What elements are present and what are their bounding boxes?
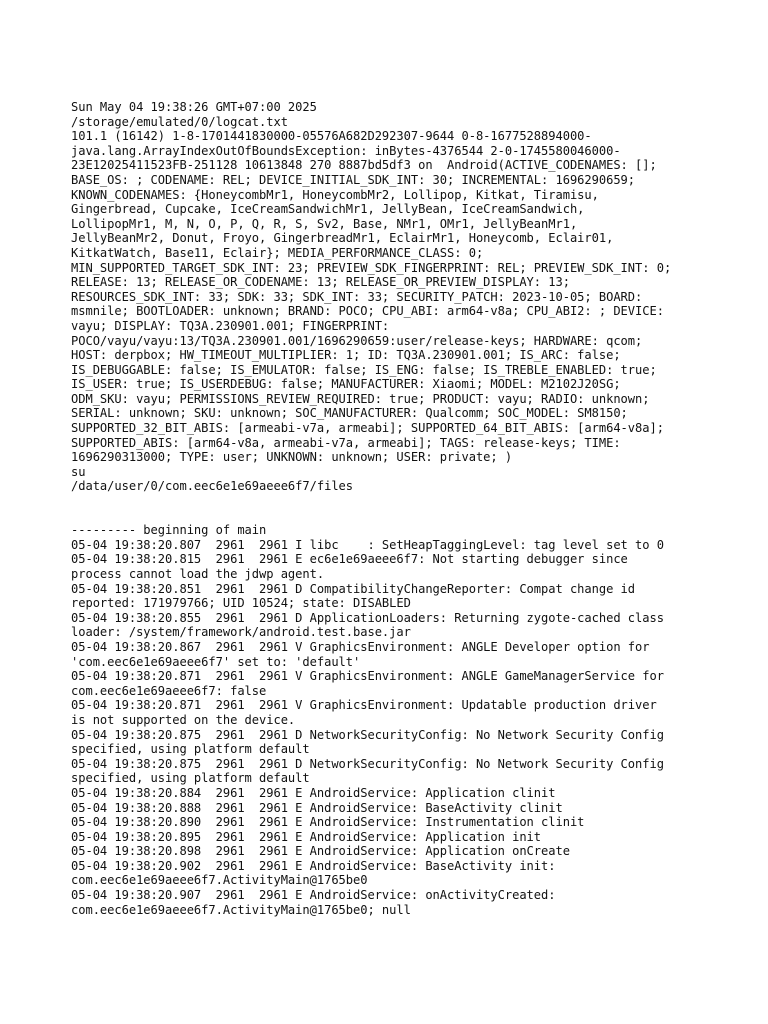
log-line: 05-04 19:38:20.888 2961 2961 E AndroidService: BaseActivity clinit	[71, 800, 563, 815]
log-line: com.eec6e1e69aeee6f7.ActivityMain@1765be0; null	[71, 902, 411, 917]
logcat-document	[71, 100, 731, 917]
section-header: --------- beginning of main	[71, 523, 267, 538]
log-line: 05-04 19:38:20.855 2961 2961 D ApplicationLoaders: Returning zygote-cached class	[71, 610, 664, 625]
build-info-line: 101.1 (16142) 1-8-1701441830000-05576A682D292307-9644 0-8-1677528894000-	[71, 129, 592, 144]
build-info-line: IS_USER: true; IS_USERDEBUG: false; MANUFACTURER: Xiaomi; MODEL: M2102J20SG;	[71, 377, 621, 392]
build-info-line: java.lang.ArrayIndexOutOfBoundsException: inBytes-4376544 2-0-1745580046000-	[71, 143, 621, 158]
build-info-line: RESOURCES_SDK_INT: 33; SDK: 33; SDK_INT: 33; SECURITY_PATCH: 2023-10-05; BOARD:	[71, 289, 643, 304]
build-info-line: POCO/vayu/vayu:13/TQ3A.230901.001/1696290659:user/release-keys; HARDWARE: qcom;	[71, 333, 643, 348]
build-info-line: 1696290313000; TYPE: user; UNKNOWN: unknown; USER: private; )	[71, 450, 513, 465]
build-info-line: 23E12025411523FB-251128 10613848 270 8887bd5df3 on Android(ACTIVE_CODENAMES: [];	[71, 158, 657, 173]
log-line: 05-04 19:38:20.898 2961 2961 E AndroidService: Application onCreate	[71, 844, 570, 859]
log-line: 'com.eec6e1e69aeee6f7' set to: 'default'	[71, 654, 361, 669]
build-info-line: msmnile; BOOTLOADER: unknown; BRAND: POCO; CPU_ABI: arm64-v8a; CPU_ABI2: ; DEVICE:	[71, 304, 664, 319]
log-line: 05-04 19:38:20.815 2961 2961 E ec6e1e69aeee6f7: Not starting debugger since	[71, 552, 628, 567]
build-info-line: vayu; DISPLAY: TQ3A.230901.001; FINGERPRINT:	[71, 318, 390, 333]
build-info-line: JellyBeanMr2, Donut, Froyo, GingerbreadMr1, EclairMr1, Honeycomb, Eclair01,	[71, 231, 614, 246]
log-line: 05-04 19:38:20.875 2961 2961 D NetworkSecurityConfig: No Network Security Config	[71, 727, 664, 742]
log-line: 05-04 19:38:20.851 2961 2961 D CompatibilityChangeReporter: Compat change id	[71, 581, 636, 596]
build-info-line: BASE_OS: ; CODENAME: REL; DEVICE_INITIAL_SDK_INT: 30; INCREMENTAL: 1696290659;	[71, 172, 636, 187]
build-info-line: Gingerbread, Cupcake, IceCreamSandwichMr1, JellyBean, IceCreamSandwich,	[71, 202, 585, 217]
build-info-line: KitkatWatch, Base11, Eclair}; MEDIA_PERFORMANCE_CLASS: 0;	[71, 245, 484, 260]
build-info-line: SUPPORTED_ABIS: [arm64-v8a, armeabi-v7a, armeabi]; TAGS: release-keys; TIME:	[71, 435, 621, 450]
log-timestamp: Sun May 04 19:38:26 GMT+07:00 2025	[71, 100, 317, 114]
log-line: 05-04 19:38:20.871 2961 2961 V GraphicsEnvironment: ANGLE GameManagerService for	[71, 669, 664, 684]
log-line: 05-04 19:38:20.907 2961 2961 E AndroidService: onActivityCreated:	[71, 888, 556, 903]
build-info-line: SUPPORTED_32_BIT_ABIS: [armeabi-v7a, armeabi]; SUPPORTED_64_BIT_ABIS: [arm64-v8a];	[71, 421, 664, 436]
log-line: is not supported on the device.	[71, 712, 296, 727]
blank-gap	[71, 494, 731, 523]
log-line: 05-04 19:38:20.895 2961 2961 E AndroidService: Application init	[71, 829, 542, 844]
build-info-line: RELEASE: 13; RELEASE_OR_CODENAME: 13; RELEASE_OR_PREVIEW_DISPLAY: 13;	[71, 275, 570, 290]
log-line: specified, using platform default	[71, 771, 310, 786]
log-line: 05-04 19:38:20.875 2961 2961 D NetworkSecurityConfig: No Network Security Config	[71, 756, 664, 771]
build-info-line: KNOWN_CODENAMES: {HoneycombMr1, HoneycombMr2, Lollipop, Kitkat, Tiramisu,	[71, 187, 599, 202]
log-line: 05-04 19:38:20.867 2961 2961 V GraphicsEnvironment: ANGLE Developer option for	[71, 639, 650, 654]
build-info-line: HOST: derpbox; HW_TIMEOUT_MULTIPLIER: 1; ID: TQ3A.230901.001; IS_ARC: false;	[71, 348, 621, 363]
files-path: /data/user/0/com.eec6e1e69aeee6f7/files	[71, 479, 354, 494]
log-line: specified, using platform default	[71, 742, 310, 757]
build-info-line: SERIAL: unknown; SKU: unknown; SOC_MANUFACTURER: Qualcomm; SOC_MODEL: SM8150;	[71, 406, 628, 421]
build-info-line: LollipopMr1, M, N, O, P, Q, R, S, Sv2, Base, NMr1, OMr1, JellyBeanMr1,	[71, 216, 578, 231]
su-command: su	[71, 464, 86, 479]
build-info-line: ODM_SKU: vayu; PERMISSIONS_REVIEW_REQUIRED: true; PRODUCT: vayu; RADIO: unknown;	[71, 391, 650, 406]
log-line: process cannot load the jdwp agent.	[71, 567, 325, 581]
log-line: 05-04 19:38:20.884 2961 2961 E AndroidService: Application clinit	[71, 785, 556, 800]
build-info-line: IS_DEBUGGABLE: false; IS_EMULATOR: false; IS_ENG: false; IS_TREBLE_ENABLED: true;	[71, 362, 657, 377]
build-info-block	[71, 129, 731, 465]
log-line: 05-04 19:38:20.890 2961 2961 E AndroidService: Instrumentation clinit	[71, 815, 585, 830]
log-line: 05-04 19:38:20.871 2961 2961 V GraphicsEnvironment: Updatable production driver	[71, 698, 657, 713]
log-lines	[71, 538, 731, 917]
log-line: com.eec6e1e69aeee6f7: false	[71, 683, 267, 698]
build-info-line: MIN_SUPPORTED_TARGET_SDK_INT: 23; PREVIEW_SDK_FINGERPRINT: REL; PREVIEW_SDK_INT: 0;	[71, 260, 672, 275]
log-file-path: /storage/emulated/0/logcat.txt	[71, 114, 288, 129]
log-line: loader: /system/framework/android.test.base.jar	[71, 625, 411, 640]
log-line: 05-04 19:38:20.902 2961 2961 E AndroidService: BaseActivity init:	[71, 858, 556, 873]
log-line: com.eec6e1e69aeee6f7.ActivityMain@1765be0	[71, 873, 368, 888]
log-line: 05-04 19:38:20.807 2961 2961 I libc : SetHeapTaggingLevel: tag level set to 0	[71, 537, 664, 552]
log-line: reported: 171979766; UID 10524; state: DISABLED	[71, 596, 411, 611]
